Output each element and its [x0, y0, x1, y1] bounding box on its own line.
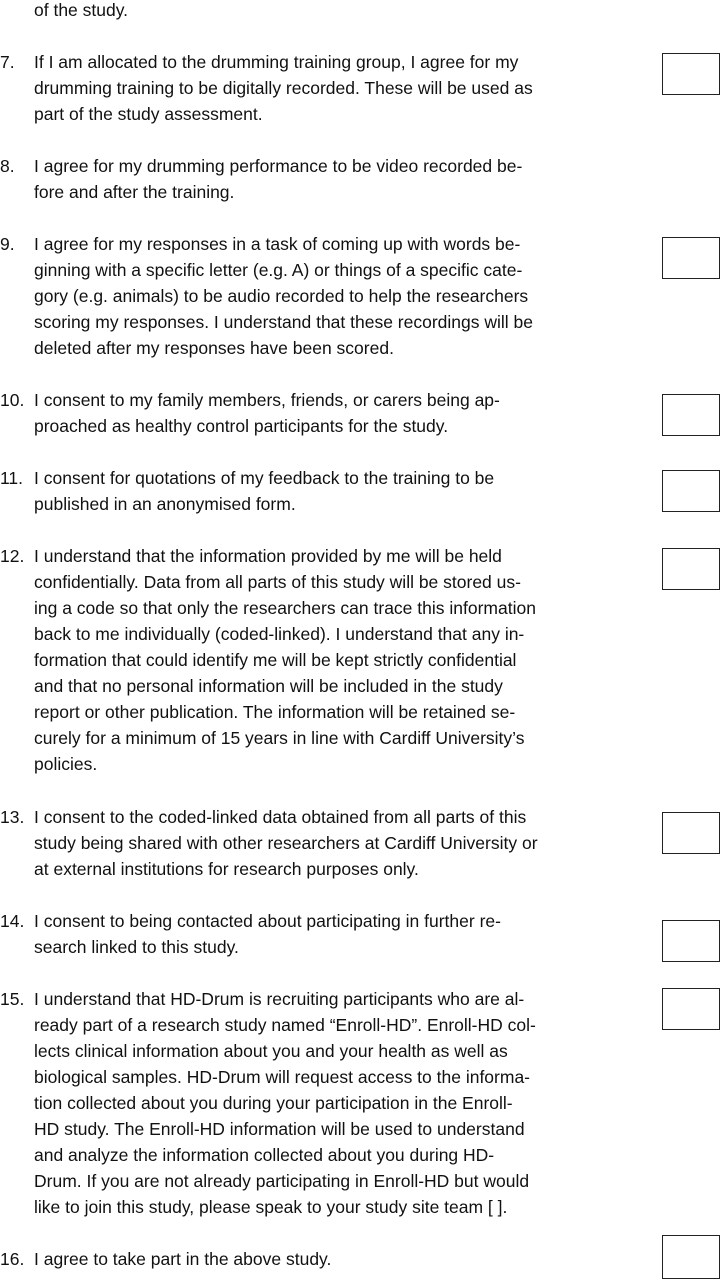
- item-text-line: If I am allocated to the drumming training group, I agree for my: [34, 52, 519, 72]
- item-number: 12.: [0, 546, 25, 566]
- item-text-line: at external institutions for research purposes only.: [34, 859, 419, 879]
- consent-checkbox-7[interactable]: [662, 53, 720, 95]
- item-text-line: I consent for quotations of my feedback to the training to be: [34, 468, 495, 488]
- item-text-line: like to join this study, please speak to your study site team [ ].: [34, 1197, 508, 1217]
- item-text-line: biological samples. HD-Drum will request access to the informa-: [34, 1067, 531, 1087]
- item-number: 7.: [0, 52, 15, 72]
- consent-checkbox-14[interactable]: [662, 920, 720, 962]
- consent-checkbox-16[interactable]: [662, 1235, 720, 1279]
- item-text-line: deleted after my responses have been scored.: [34, 338, 394, 358]
- item-text-line: scoring my responses. I understand that these recordings will be: [34, 312, 534, 332]
- item-text-line: I agree for my responses in a task of coming up with words be-: [34, 234, 521, 254]
- item-text-line: proached as healthy control participants for the study.: [34, 416, 449, 436]
- item-text-line: and analyze the information collected about you during HD-: [34, 1145, 495, 1165]
- intro-tail-text: of the study.: [34, 0, 129, 20]
- consent-checkbox-12[interactable]: [662, 548, 720, 590]
- item-text-line: report or other publication. The information will be retained se-: [34, 702, 516, 722]
- item-text-line: and that no personal information will be included in the study: [34, 676, 503, 696]
- item-text-line: study being shared with other researchers at Cardiff University or: [34, 833, 538, 853]
- item-text-line: ready part of a research study named “Enroll-HD”. Enroll-HD col-: [34, 1015, 536, 1035]
- item-text-line: ginning with a specific letter (e.g. A) or things of a specific cate-: [34, 260, 523, 280]
- item-text-line: I agree to take part in the above study.: [34, 1249, 332, 1269]
- item-number: 10.: [0, 390, 25, 410]
- item-number: 15.: [0, 989, 25, 1009]
- item-text-line: I agree for my drumming performance to be video recorded be-: [34, 156, 523, 176]
- item-text-line: tion collected about you during your participation in the Enroll-: [34, 1093, 513, 1113]
- item-text-line: policies.: [34, 754, 98, 774]
- item-number: 14.: [0, 911, 25, 931]
- item-text-line: confidentially. Data from all parts of this study will be stored us-: [34, 572, 521, 592]
- item-text-line: I consent to my family members, friends, or carers being ap-: [34, 390, 500, 410]
- consent-checkbox-10[interactable]: [662, 394, 720, 436]
- item-text-line: lects clinical information about you and your health as well as: [34, 1041, 508, 1061]
- consent-checkbox-13[interactable]: [662, 812, 720, 854]
- item-text-line: ing a code so that only the researchers can trace this information: [34, 598, 536, 618]
- consent-checkbox-9[interactable]: [662, 237, 720, 279]
- item-text-line: drumming training to be digitally recorded. These will be used as: [34, 78, 533, 98]
- item-text-line: HD study. The Enroll-HD information will be used to understand: [34, 1119, 525, 1139]
- item-text-line: fore and after the training.: [34, 182, 235, 202]
- item-text-line: Drum. If you are not already participating in Enroll-HD but would: [34, 1171, 530, 1191]
- item-number: 8.: [0, 156, 15, 176]
- item-text-line: I consent to the coded-linked data obtained from all parts of this: [34, 807, 527, 827]
- item-text-line: I understand that the information provided by me will be held: [34, 546, 502, 566]
- item-text-line: I understand that HD-Drum is recruiting participants who are al-: [34, 989, 525, 1009]
- item-text-line: I consent to being contacted about participating in further re-: [34, 911, 501, 931]
- item-text-line: search linked to this study.: [34, 937, 239, 957]
- consent-checkbox-11[interactable]: [662, 470, 720, 512]
- item-number: 13.: [0, 807, 25, 827]
- item-text-line: curely for a minimum of 15 years in line with Cardiff University’s: [34, 728, 525, 748]
- item-text-line: formation that could identify me will be kept strictly confidential: [34, 650, 517, 670]
- item-text-line: gory (e.g. animals) to be audio recorded to help the researchers: [34, 286, 529, 306]
- item-text-line: part of the study assessment.: [34, 104, 263, 124]
- item-number: 11.: [0, 468, 24, 488]
- item-number: 9.: [0, 234, 15, 254]
- consent-checkbox-15[interactable]: [662, 988, 720, 1030]
- item-text-line: published in an anonymised form.: [34, 494, 296, 514]
- item-text-line: back to me individually (coded-linked). I understand that any in-: [34, 624, 525, 644]
- item-number: 16.: [0, 1249, 25, 1269]
